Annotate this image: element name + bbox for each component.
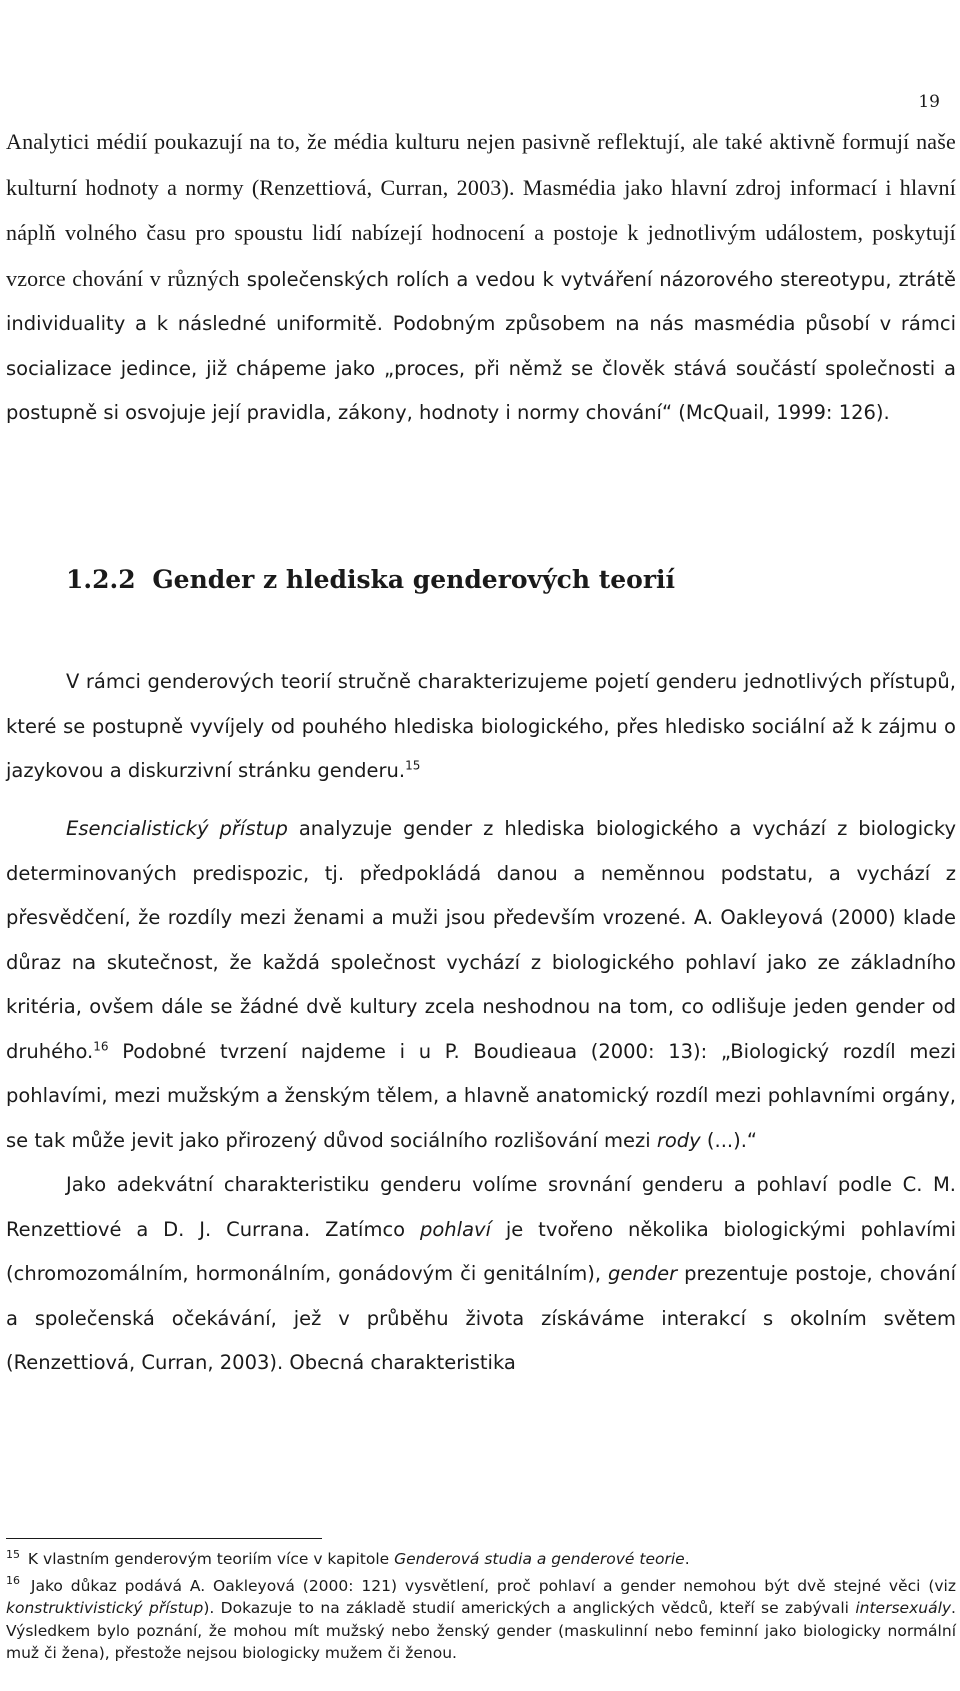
footnote-16-text-a: Jako důkaz podává A. Oakleyová (2000: 121) vysvětlení, proč pohlaví a gender nemohou být dvě stejné věci (viz <box>23 1576 956 1595</box>
paragraph-1 <box>6 120 956 436</box>
footnote-16-text-b: ). Dokazuje to na základě studií amerických a anglických vědců, kteří se zabývali <box>203 1599 856 1617</box>
term-gender: gender <box>608 1262 678 1285</box>
term-pohlavi: pohlaví <box>420 1217 491 1241</box>
paragraph-4-text <box>6 1163 956 1386</box>
paragraph-4-body-c: prezentuje postoje, chování a společenská očekávání, jež v průběhu života získáváme interakcí s okolním světem (Renzettiová, Curran, 2003). Obecná charakteristika <box>6 1262 956 1374</box>
paragraph-1-sentence-b: společenských rolích a vedou k vytváření názorového stereotypu, ztrátě individuality a k následné uniformitě. Podobným způsobem na nás masmédia působí v rámci socializace jedince, již chápeme jako „proces, při němž se člověk stává součástí společnosti a postupně si osvojuje její pravidla, zákony, hodnoty i normy chování“ (McQuail, 1999: 126). <box>6 267 956 424</box>
footnote-15-italic: Genderová studia a genderové teorie <box>394 1550 685 1568</box>
footnote-ref-15[interactable]: 15 <box>405 758 421 773</box>
paragraph-2 <box>6 660 956 794</box>
footnote-16-mark: 16 <box>6 1574 20 1588</box>
section-number: 1.2.2 <box>66 565 136 594</box>
paragraph-3 <box>6 807 956 1386</box>
footnote-16 <box>6 1575 956 1665</box>
paragraph-3-body-a: analyzuje gender z hlediska biologického a vychází z biologicky determinovaných predispozic, tj. předpokládá danou a neměnnou podstatu, a vychází z přesvědčení, že rozdíly mezi ženami a muži jsou především vrozené. A. Oakleyová (2000) klade důraz na skutečnost, že každá společnost vychází z biologického pohlaví jako ze základního kritéria, ovšem dále se žádné dvě kultury zcela neshodnou na tom, co odlišuje jeden gender od druhého. <box>6 817 957 1063</box>
paragraph-3-body-b: Podobné tvrzení najdeme i u P. Boudieaua (2000: 13): „Biologický rozdíl mezi pohlavími, mezi mužským a ženským tělem, a hlavně anatomický rozdíl mezi pohlavními orgány, se tak může jevit jako přirozený důvod sociálního rozlišování mezi <box>6 1039 956 1152</box>
paragraph-2-text <box>6 660 956 794</box>
footnote-16-italic-b: intersexuály <box>855 1599 952 1617</box>
footnote-15-mark: 15 <box>6 1547 20 1561</box>
footnote-separator <box>6 1538 322 1539</box>
footnote-15 <box>6 1548 956 1571</box>
footnote-ref-16[interactable]: 16 <box>93 1039 109 1053</box>
footnote-15-end: . <box>684 1550 690 1568</box>
page-number: 19 <box>918 92 940 112</box>
footnotes <box>6 1548 956 1669</box>
paragraph-1-sentence-a: Analytici médií poukazují na to, že média kulturu nejen pasivně reflektují, ale také aktivně formují naše kulturní hodnoty a normy (Renzettiová, Curran, 2003). Masmédia jako hlavní zdroj informací i hlavní náplň volného času pro spoustu lidí nabízejí hodnocení a postoje k jednotlivým událostem, poskytují vzorce chování v různých <box>6 129 956 291</box>
paragraph-4-body-b: je tvořeno několika biologickými pohlavími (chromozomálním, hormonálním, gonádovým či genitálním), <box>6 1217 956 1285</box>
paragraph-2-body: V rámci genderových teorií stručně charakterizujeme pojetí genderu jednotlivých přístupů, které se postupně vyvíjely od pouhého hlediska biologického, přes hledisko sociální až k zájmu o jazykovou a diskurzivní stránku genderu. <box>6 670 956 782</box>
paragraph-4-body-a: Jako adekvátní charakteristiku genderu volíme srovnání genderu a pohlaví podle C. M. Renzettiové a D. J. Currana. Zatímco <box>6 1173 956 1241</box>
section-heading <box>66 565 675 594</box>
footnote-15-text: K vlastním genderovým teoriím více v kapitole <box>23 1550 395 1568</box>
paragraph-3-text <box>6 807 956 1163</box>
paragraph-3-body-c: (...).“ <box>700 1128 758 1152</box>
footnote-16-text-c: . Výsledkem bylo poznání, že mohou mít mužský nebo ženský gender (maskulinní nebo feminní jako biologicky normální muž či žena), přestože nejsou biologicky mužem či ženou. <box>6 1599 956 1662</box>
term-esencialisticky: Esencialistický přístup <box>66 817 288 840</box>
term-rody: rody <box>656 1128 701 1152</box>
footnote-16-italic-a: konstruktivistický přístup <box>6 1599 204 1617</box>
section-title: Gender z hlediska genderových teorií <box>152 565 676 594</box>
